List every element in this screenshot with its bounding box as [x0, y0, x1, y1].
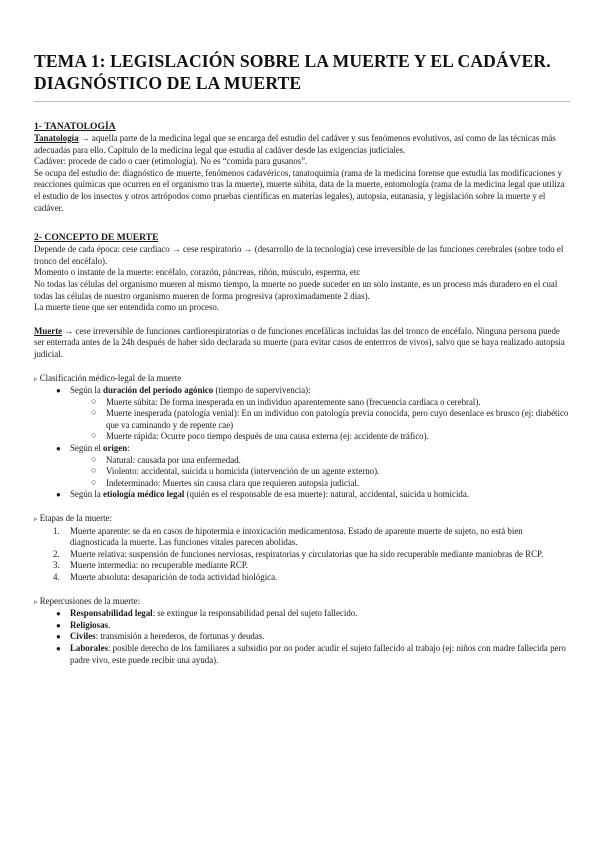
list-item: ● Laborales: posible derecho de los familiares a subsidio por no poder acudir el sujeto fallecido al trabajo (ej: niños con madre fallecida pero padre vivo, este puede recibir una ayuda). [56, 642, 566, 665]
list-item: 1. Muerte aparente: se da en casos de hipotermia e intoxicación medicamentosa. Estado de aparente muerte de sujeto, no está bien diagnosticada la muerte. Las funciones vitales parecen abolidas. [53, 525, 523, 548]
list-item: ○ Natural: causada por una enfermedad. [91, 453, 241, 465]
bullet-icon: ● [56, 620, 61, 630]
list-item: ● Según la duración del período agónico (tiempo de supervivencia): [56, 385, 311, 396]
circle-bullet-icon: ○ [91, 465, 97, 476]
clasificacion-header-text: Clasificación médico-legal de la muerte [39, 372, 182, 383]
list-item: ○ Violento: accidental, suicida u homicida (intervención de un agente externo). [91, 465, 380, 477]
circle-bullet-icon: ○ [91, 453, 97, 464]
list-item: ○ Muerte súbita: De forma inesperada en un individuo aparentemente sano (frecuencia cardiaca o cerebral). [91, 395, 481, 407]
concepto-p4: La muerte tiene que ser entendida como un proceso. [34, 302, 220, 313]
page-title: TEMA 1: LEGISLACIÓN SOBRE LA MUERTE Y EL CADÁVER. DIAGNÓSTICO DE LA MUERTE [34, 51, 551, 93]
triangle-bullet-icon: ▹ [34, 597, 38, 606]
list-item: 3. Muerte intermedia: no recuperable mediante RCP. [53, 560, 248, 571]
circle-bullet-icon: ○ [91, 407, 97, 418]
bullet-icon: ● [56, 643, 61, 653]
triangle-bullet-icon: ▹ [34, 515, 38, 524]
list-item: ● Civiles: transmisión a herederos, de fortunas y deudas. [56, 631, 265, 642]
concepto-p2: Momento o instante de la muerte: encéfalo, corazón, páncreas, riñón, músculo, esperma, etc [34, 267, 361, 278]
bullet-icon: ● [56, 490, 61, 500]
term-tanatologia: Tanatología [34, 133, 79, 143]
triangle-bullet-icon: ▹ [34, 374, 38, 383]
arrow: → [62, 325, 76, 336]
muerte-definition [34, 326, 570, 361]
muerte-def-text: cese irreversible de funciones cardiorespiratorias o de funciones encefálicas incluidas las del tronco de encéfalo. Ninguna persona puede ser enterrada antes de la 24h después de haber sido declarada su muerte (para evitar casos de enterrros de vivos), salvo que se haya realizado autopsia judicial. [34, 325, 565, 359]
concepto-p1: Depende de cada época: cese cardiaco → cese respiratorio → (desarrollo de la tecnología) cese irreversible de las funciones cerebrales (sobre todo el tronco del encéfalo). [34, 244, 564, 266]
spacer [34, 584, 570, 596]
list-item: 2. Muerte relativa: suspensión de funciones nerviosas, respiratorias y circulatorias que ha sido recuperable mediante maniobras de RCP. [53, 548, 544, 559]
bullet-icon: ● [56, 386, 61, 396]
list-item: ○ Muerte rápida: Ocurre poco tiempo después de una causa externa (ej: accidente de tráfico). [91, 430, 429, 442]
term-muerte: Muerte [34, 325, 63, 336]
etapas-header [34, 513, 570, 526]
list-item: ● Religiosas. [56, 619, 111, 630]
bullet-icon: ● [56, 444, 61, 454]
concepto-p3: No todas las células del organismo mueren al mismo tiempo, la muerte no puede suceder en un solo instante, es un proceso más duradero en el cual todas las células de nuestro organismo mueren de forma progresiva (aproximadamente 2 días). [34, 278, 558, 301]
repercusiones-header [34, 596, 570, 609]
section-tanatologia-heading: 1- TANATOLOGÍA [34, 121, 116, 132]
list-item: ● Según el origen: [56, 443, 130, 454]
tanatologia-definition [34, 133, 570, 156]
section-concepto-heading: 2- CONCEPTO DE MUERTE [34, 232, 159, 244]
spacer [34, 501, 570, 513]
tanatologia-scope: Se ocupa del estudio de: diagnóstico de muerte, fenómenos cadavéricos, tanatoquimia (rama de la medicina forense que estudia las modificaciones y reacciones químicas que ocurren en el organismo tras la muerte), muerte súbita, data de la muerte, entomología (rama de la medicina legal que utiliza el estudio de los insectos y otros artrópodos como pruebas científicas en materias legales), autopsia, eutanasia, y legislación sobre la muerte y el cadáver. [34, 167, 565, 213]
list-item: ● Responsabilidad legal: se extingue la responsabilidad penal del sujeto fallecido. [56, 608, 358, 619]
circle-bullet-icon: ○ [91, 430, 97, 441]
arrow: → [78, 133, 92, 143]
bullet-icon: ● [56, 632, 61, 642]
list-item: ○ Indeterminado: Muertes sin causa clara que requieren autopsia judicial. [91, 476, 360, 488]
title-divider [34, 101, 570, 102]
etapas-header-text: Etapas de la muerte: [39, 513, 112, 524]
list-item: ○ Muerte inesperada (patología venial): En un individuo con patología previa conocida, pero cuyo desenlace es brusco (ej: diabético que va caminando y de repente cae) [91, 407, 569, 430]
tanatologia-def-text: aquella parte de la medicina legal que se encarga del estudio del cadáver y sus fenómenos evolutivos, así como de las técnicas más adecuadas para ello. Capítulo de la medicina legal que estudia al cadáver desde las exigencias judiciales. [34, 133, 556, 155]
list-item: ● Según la etiología médico legal (quién es el responsable de esa muerte): natural, accidental, suicida u homicida. [56, 489, 470, 500]
circle-bullet-icon: ○ [91, 395, 97, 406]
list-item: 4. Muerte absoluta: desaparición de toda actividad biológica. [53, 572, 278, 582]
spacer [34, 361, 570, 373]
circle-bullet-icon: ○ [91, 476, 97, 487]
bullet-icon: ● [56, 609, 61, 619]
clasificacion-header [34, 373, 570, 386]
repercusiones-header-text: Repercusiones de la muerte: [39, 595, 141, 606]
spacer [34, 314, 570, 326]
cadaver-etymology: Cadáver: procede de cado o caer (etimología). No es “comida para gusanos”. [34, 156, 308, 167]
